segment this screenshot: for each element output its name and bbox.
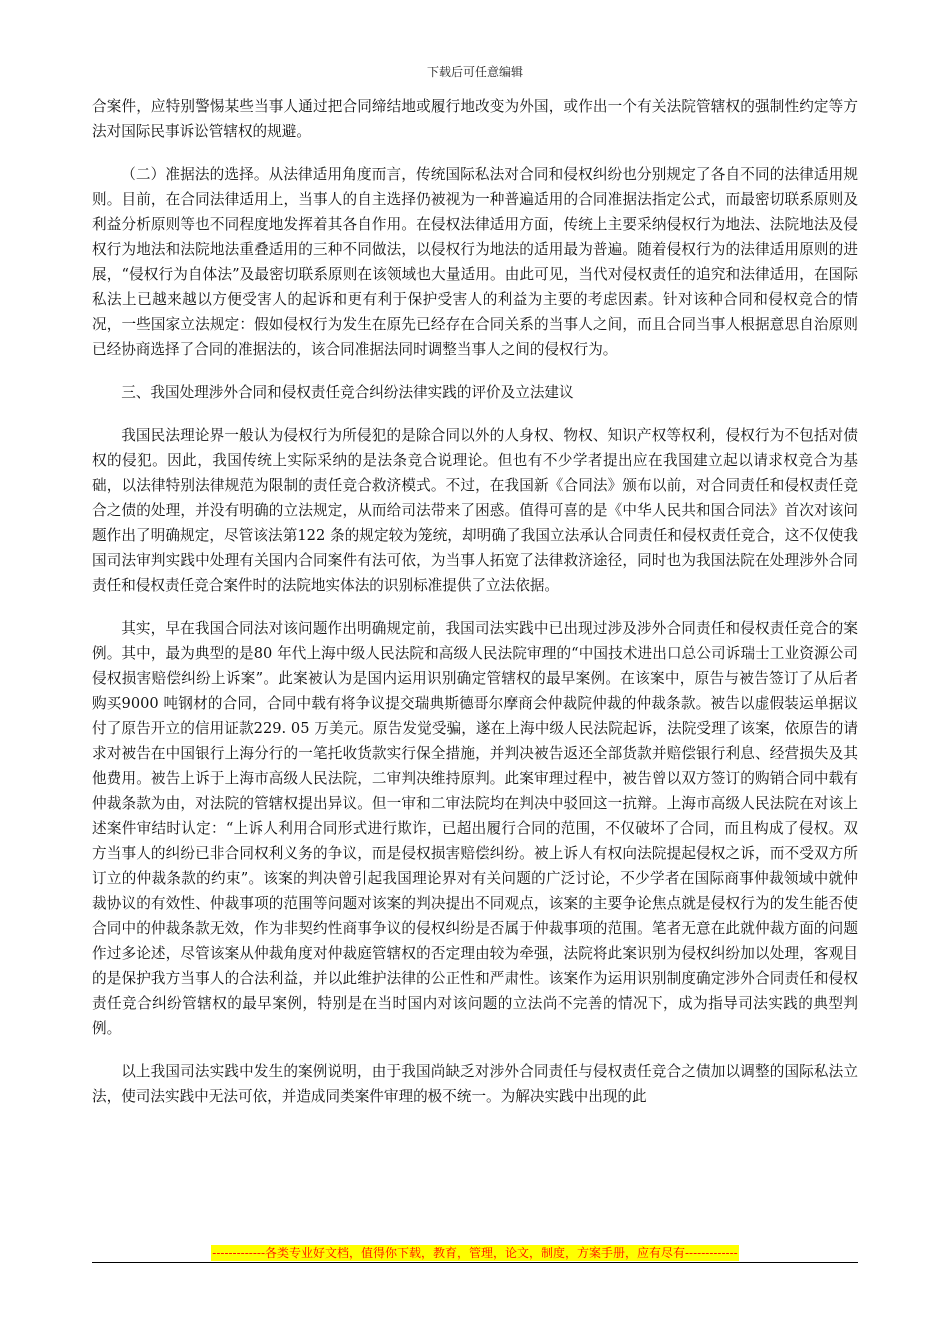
section-heading-3: 三、我国处理涉外合同和侵权责任竞合纠纷法律实践的评价及立法建议 (121, 384, 574, 401)
document-body (92, 94, 858, 1127)
paragraph-2: （二）准据法的选择。从法律适用角度而言，传统国际私法对合同和侵权纠纷也分别规定了各自不同的法律适用规则。目前，在合同法律适用上，当事人的自主选择仍被视为一种普遍适用的合同准据法指定公式，而最密切联系原则及利益分析原则等也不同程度地发挥着其各自作用。在侵权法律适用方面，传统上主要采纳侵权行为地法、法院地法及侵权行为地法和法院地法重叠适用的三种不同做法，以侵权行为地法的适用最为普遍。随着侵权行为的法律适用原则的进展，“侵权行为自体法”及最密切联系原则在该领域也大量适用。由此可见，当代对侵权责任的追究和法律适用，在国际私法上已越来越以方便受害人的起诉和更有利于保护受害人的利益为主要的考虑因素。针对该种合同和侵权竞合的情况，一些国家立法规定：假如侵权行为发生在原先已经存在合同关系的当事人之间，而且合同当事人根据意思自治原则已经协商选择了合同的准据法的，该合同准据法同时调整当事人之间的侵权行为。 (92, 166, 858, 358)
page-header: 下载后可任意编辑 (426, 65, 523, 79)
footer-divider (92, 1262, 858, 1263)
paragraph-3: 我国民法理论界一般认为侵权行为所侵犯的是除合同以外的人身权、物权、知识产权等权利，侵权行为不包括对债权的侵犯。因此，我国传统上实际采纳的是法条竞合说理论。但也有不少学者提出应在我国建立起以请求权竞合为基础，以法律特别法律规范为限制的责任竞合救济模式。不过，在我国新《合同法》颁布以前，对合同责任和侵权责任竞合之债的处理，并没有明确的立法规定，从而给司法带来了困惑。值得可喜的是《中华人民共和国合同法》首次对该问题作出了明确规定，尽管该法第122 条的规定较为笼统，却明确了我国立法承认合同责任和侵权责任竞合，这不仅使我国司法审判实践中处理有关国内合同案件有法可依，为当事人拓宽了法律救济途径，同时也为我国法院在处理涉外合同责任和侵权责任竞合案件时的法院地实体法的识别标准提供了立法依据。 (92, 427, 858, 594)
paragraph-5: 以上我国司法实践中发生的案例说明，由于我国尚缺乏对涉外合同责任与侵权责任竞合之债加以调整的国际私法立法，使司法实践中无法可依，并造成同类案件审理的极不统一。为解决实践中出现的此 (92, 1063, 858, 1105)
footer-banner-text: -------------各类专业好文档，值得你下载，教育，管理，论文，制度，方案手册，应有尽有------------- (212, 1246, 738, 1260)
paragraph-1: 合案件，应特别警惕某些当事人通过把合同缔结地或履行地改变为外国，或作出一个有关法院管辖权的强制性约定等方法对国际民事诉讼管辖权的规避。 (92, 98, 858, 140)
paragraph-4: 其实，早在我国合同法对该问题作出明确规定前，我国司法实践中已出现过涉及涉外合同责任和侵权责任竞合的案例。其中，最为典型的是80 年代上海中级人民法院和高级人民法院审理的“中国技术进出口总公司诉瑞士工业资源公司侵权损害赔偿纠纷上诉案”。此案被认为是国内运用识别确定管辖权的最早案例。在该案中，原告与被告签订了从后者购买9000 吨钢材的合同，合同中载有将争议提交瑞典斯德哥尔摩商会仲裁院仲裁的仲裁条款。被告以虚假装运单据议付了原告开立的信用证款229. 05 万美元。原告发觉受骗，遂在上海中级人民法院起诉，法院受理了该案，依原告的请求对被告在中国银行上海分行的一笔托收货款实行保全措施，并判决被告返还全部货款并赔偿银行利息、经营损失及其他费用。被告上诉于上海市高级人民法院，二审判决维持原判。此案审理过程中，被告曾以双方签订的购销合同中载有仲裁条款为由，对法院的管辖权提出异议。但一审和二审法院均在判决中驳回这一抗辩。上海市高级人民法院在对该上述案件审结时认定：“上诉人利用合同形式进行欺诈，已超出履行合同的范围，不仅破坏了合同，而且构成了侵权。双方当事人的纠纷已非合同权利义务的争议，而是侵权损害赔偿纠纷。被上诉人有权向法院提起侵权之诉，而不受双方所订立的仲裁条款的约束”。该案的判决曾引起我国理论界对有关问题的广泛讨论，不少学者在国际商事仲裁领域中就仲裁协议的有效性、仲裁事项的范围等问题对该案的判决提出不同观点，该案的主要争论焦点就是侵权行为的发生能否使合同中的仲裁条款无效，作为非契约性商事争议的侵权纠纷是否属于仲裁事项的范围。笔者无意在此就仲裁方面的问题作过多论述，尽管该案从仲裁角度对仲裁庭管辖权的否定理由较为牵强，法院将此案识别为侵权纠纷加以处理，客观目的是保护我方当事人的合法利益，并以此维护法律的公正性和严肃性。该案作为运用识别制度确定涉外合同责任和侵权责任竞合纠纷管辖权的最早案例，特别是在当时国内对该问题的立法尚不完善的情况下，成为指导司法实践的典型判例。 (92, 620, 858, 1037)
footer-banner (0, 1242, 950, 1261)
